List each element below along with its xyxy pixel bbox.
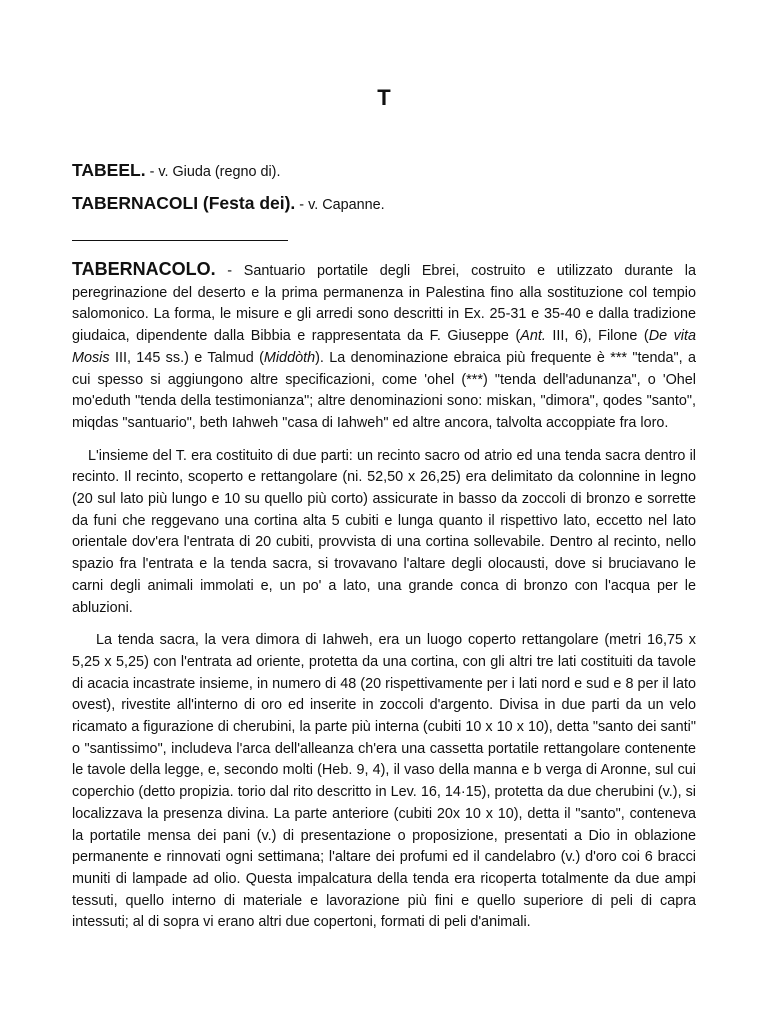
entry-tabernacolo bbox=[72, 259, 696, 934]
paragraph-text: III, 145 ss.) e Talmud ( bbox=[109, 349, 264, 366]
paragraph-definition bbox=[72, 259, 696, 435]
entry-headword: TABEEL. bbox=[72, 160, 146, 180]
citation-title: Middòth bbox=[263, 349, 316, 366]
entry-tabeel bbox=[72, 160, 696, 182]
letter-heading: T bbox=[377, 85, 391, 110]
entry-text: - v. Giuda (regno di). bbox=[145, 164, 281, 180]
paragraph-sacred-tent: La tenda sacra, la vera dimora di Iahweh, era un luogo coperto rettangolare (metri 16,75 x 5,25 x 5,25) con l'entrata ad oriente, protetta da una cortina, con gli altri tre lati costituiti da tavole di acacia incastrate insieme, in numero di 48 (20 rispettivamente per i lati nord e sud e 8 per il lato ovest), rivestite all'interno di oro ed inserite in zoccoli d'argento. Divisa in due parti da un velo ricamato a figurazione di cherubini, la parte più interna (cubiti 10 x 10 x 10), detta "santo dei santi" o "santissimo", includeva l'arca dell'alleanza ch'era una cassetta portatile rettangolare contenente le tavole della legge, e, secondo molti (Heb. 9, 4), il vaso della manna e b verga di Aronne, sul cui coperchio (detto propizia. torio dal rito descritto in Lev. 16, 14·15), protetta da due cherubini (v.), si localizzava la presenza divina. La parte anteriore (cubiti 20x 10 x 10), detta il "santo", conteneva la portatile mensa dei pani (v.) di presentazione o proposizione, presentati a Dio in oblazione permanente e rinnovati ogni settimana; l'altare dei profumi ed il candelabro (v.) d'oro coi 6 bracci muniti di lampade ad olio. Questa impalcatura della tenda era ricoperta totalmente da due ampi tessuti, quello interno di materiale e lavorazione più fini e quello superiore di peli di capra intessuti; al di sopra vi erano altri due copertoni, formati di peli d'animali. bbox=[72, 632, 696, 931]
entry-headword: TABERNACOLO. bbox=[72, 259, 216, 279]
separator-line bbox=[72, 240, 288, 241]
paragraph-enclosure: L'insieme del T. era costituito di due parti: un recinto sacro od atrio ed una tenda sacra dentro il recinto. Il recinto, scoperto e rettangolare (ni. 52,50 x 26,25) era delimitato da colonnine in legno (20 sul lato più lungo e 10 su quello più corto) assicurate in basso da zoccoli di bronzo e sorrette da funi che reggevano una cortina alta 5 cubiti e lunga quanto il rispettivo lato, eccetto nel lato orientale dov'era l'entrata di 20 cubiti, provvista di una cortina sollevabile. Dentro al recinto, nello spazio fra l'entrata e la tenda sacra, si trovavano l'altare degli olocausti, dove si bruciavano le carni degli animali immolati e, un po' a lato, una grande conca di bronzo con l'acqua per le abluzioni. bbox=[72, 447, 696, 616]
paragraph-text: III, 6), Filone ( bbox=[545, 328, 649, 345]
paragraph-text: ). La denominazione ebraica più frequente è *** "tenda", a cui spesso si aggiungono altre specificazioni, come 'ohel (***) "tenda dell'adunanza", o 'Ohel mo'eduth "tenda della testimonianza"; altre denominazioni sono: miskan, "dimora", qodes "santo", miqdas "santuario", beth Iahweh "casa di Iahweh" ed altre ancora, talvolta accoppiate fra loro. bbox=[72, 349, 696, 431]
citation-title: Ant. bbox=[520, 328, 546, 345]
entry-tabernacoli bbox=[72, 193, 696, 215]
paragraph-text: - Santuario portatile degli Ebrei, costruito e utilizzato durante la peregrinazione del deserto e la prima permanenza in Palestina fino alla sostituzione col tempio salomonico. La forma, le misure e gli arredi sono descritti in Ex. 25-31 e 35-40 e dalla tradizione giudaica, dipendente dalla Bibbia e rappresentata da F. Giuseppe ( bbox=[72, 263, 696, 345]
citation-title: De vita Mosis bbox=[72, 328, 696, 366]
entry-text: - v. Capanne. bbox=[295, 197, 385, 213]
entry-headword: TABERNACOLI (Festa dei). bbox=[72, 193, 296, 213]
